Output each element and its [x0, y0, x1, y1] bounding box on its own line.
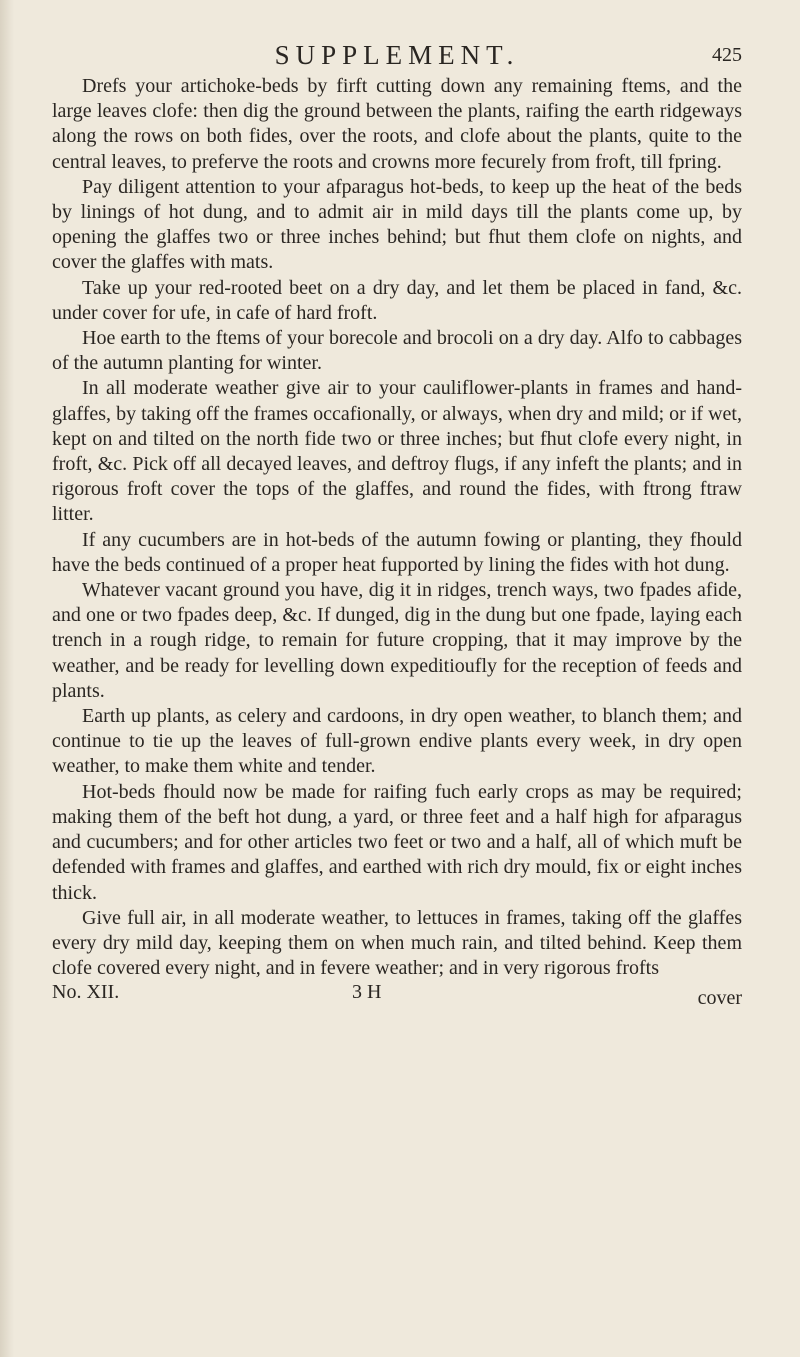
page-footer [52, 981, 742, 1011]
paragraph-hot-beds: Hot-beds fhould now be made for raifing fuch early crops as may be required; making them of the beft hot dung, a yard, or three feet and a half high for afparagus and cucumbers; and for other articles two feet or two and a half, all of which muft be defended with frames and glaffes, and earthed with rich dry mould, fix or eight inches thick. [52, 780, 742, 904]
signature-mark: 3 H [352, 981, 382, 1004]
issue-number: No. XII. [52, 981, 120, 1004]
paragraph-cucumbers: If any cucumbers are in hot-beds of the autumn fowing or planting, they fhould have the beds continued of a proper heat fupported by lining the fides with hot dung. [52, 528, 742, 576]
body-text [52, 74, 742, 981]
paragraph-borecole: Hoe earth to the ftems of your borecole and brocoli on a dry day. Alfo to cabbages of the autumn planting for winter. [52, 327, 742, 375]
paragraph-lettuces: Give full air, in all moderate weather, to lettuces in frames, taking off the glaffes every dry mild day, keeping them on when much rain, and tilted behind. Keep them clofe covered every night, and in fevere weather; and in very rigorous frofts [52, 906, 742, 980]
paragraph-cauliflower: In all moderate weather give air to your cauliflower-plants in frames and hand-glaffes, by taking off the frames occafionally, or always, when dry and mild; or if wet, kept on and tilted on the north fide two or three inches; but fhut clofe every night, in froft, &c. Pick off all decayed leaves, and deftroy flugs, if any infeft the plants; and in rigorous froft cover the tops of the glaffes, and round the fides, with ftrong ftraw litter. [52, 377, 742, 526]
catchword: cover [697, 987, 742, 1010]
page-number: 425 [712, 44, 742, 66]
running-head: SUPPLEMENT. [274, 40, 520, 70]
page-header [52, 40, 742, 72]
paragraph-asparagus: Pay diligent attention to your afparagus hot-beds, to keep up the heat of the beds by linings of hot dung, and to admit air in mild days till the plants come up, by opening the glaffes two or three inches behind; but fhut them clofe on nights, and cover the glaffes with mats. [52, 175, 742, 274]
paragraph-celery: Earth up plants, as celery and cardoons, in dry open weather, to blanch them; and continue to tie up the leaves of full-grown endive plants every week, in dry open weather, to make them white and tender. [52, 705, 742, 778]
paragraph-artichoke: Drefs your artichoke-beds by firft cutting down any remaining ftems, and the large leaves clofe: then dig the ground between the plants, raifing the earth ridgeways along the rows on both fides, over the roots, and clofe about the plants, quite to the central leaves, to preferve the roots and crowns more fecurely from froft, till fpring. [52, 75, 742, 173]
page-gutter-shadow [0, 0, 14, 1357]
paragraph-beet: Take up your red-rooted beet on a dry day, and let them be placed in fand, &c. under cover for ufe, in cafe of hard froft. [52, 276, 742, 324]
paragraph-vacant-ground: Whatever vacant ground you have, dig it in ridges, trench ways, two fpades afide, and one or two fpades deep, &c. If dunged, dig in the dung but one fpade, laying each trench in a rough ridge, to remain for future cropping, that it may improve by the weather, and be ready for levelling down expeditioufly for the reception of feeds and plants. [52, 579, 742, 702]
